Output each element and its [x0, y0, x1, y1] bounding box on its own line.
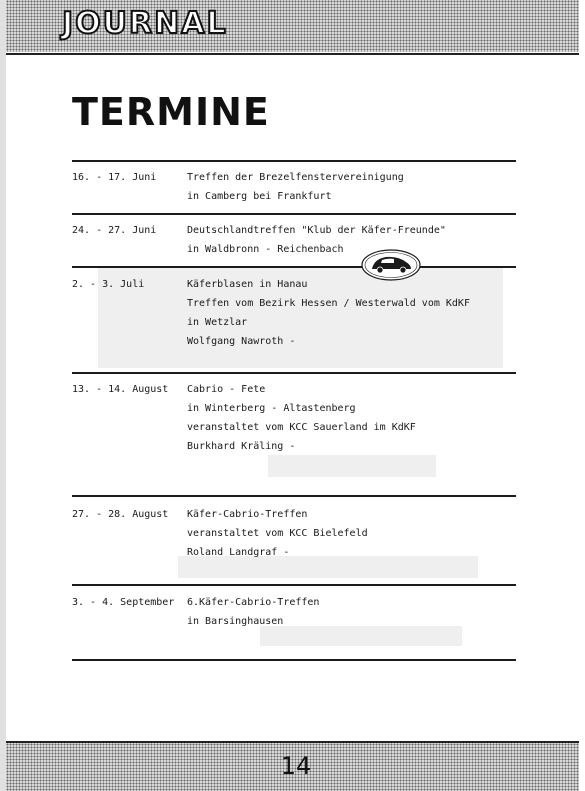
section-rule [72, 659, 516, 661]
event-line: Käferblasen in Hanau [187, 279, 308, 290]
event-line: 6.Käfer-Cabrio-Treffen [187, 597, 320, 608]
event-line: Treffen der Brezelfenstervereinigung [187, 172, 404, 183]
event-line: Cabrio - Fete [187, 384, 266, 395]
page-number: 14 [280, 752, 312, 780]
event-line: veranstaltet vom KCC Sauerland im KdKF [187, 422, 416, 433]
page-edge-shadow [0, 0, 6, 791]
event-line: Käfer-Cabrio-Treffen [187, 509, 308, 520]
event-date: 27. - 28. August [72, 509, 169, 520]
section-rule [72, 266, 516, 268]
event-line: Burkhard Kräling - [187, 441, 296, 452]
event-line: in Barsinghausen [187, 616, 284, 627]
event-line: in Waldbronn - Reichenbach [187, 244, 344, 255]
event-date: 2. - 3. Juli [72, 279, 145, 290]
section-rule [72, 213, 516, 215]
event-line: Roland Landgraf - [187, 547, 290, 558]
page-title: TERMINE [72, 90, 270, 134]
header-rule [6, 53, 579, 55]
bleed-through-area [260, 626, 462, 646]
event-date: 3. - 4. September [72, 597, 175, 608]
section-rule [72, 495, 516, 497]
car-club-logo-icon [360, 248, 422, 282]
event-line: Deutschlandtreffen "Klub der Käfer-Freunde" [187, 225, 446, 236]
event-date: 13. - 14. August [72, 384, 169, 395]
event-line: in Wetzlar [187, 317, 248, 328]
section-rule [72, 160, 516, 162]
journal-title: JOURNAL [62, 6, 228, 41]
section-rule [72, 372, 516, 374]
event-line: in Camberg bei Frankfurt [187, 191, 332, 202]
event-line: Treffen vom Bezirk Hessen / Westerwald vom KdKF [187, 298, 470, 309]
event-date: 24. - 27. Juni [72, 225, 157, 236]
event-line: in Winterberg - Altastenberg [187, 403, 356, 414]
event-line: veranstaltet vom KCC Bielefeld [187, 528, 368, 539]
section-rule [72, 584, 516, 586]
event-date: 16. - 17. Juni [72, 172, 157, 183]
bleed-through-area [268, 455, 436, 477]
event-line: Wolfgang Nawroth - [187, 336, 296, 347]
